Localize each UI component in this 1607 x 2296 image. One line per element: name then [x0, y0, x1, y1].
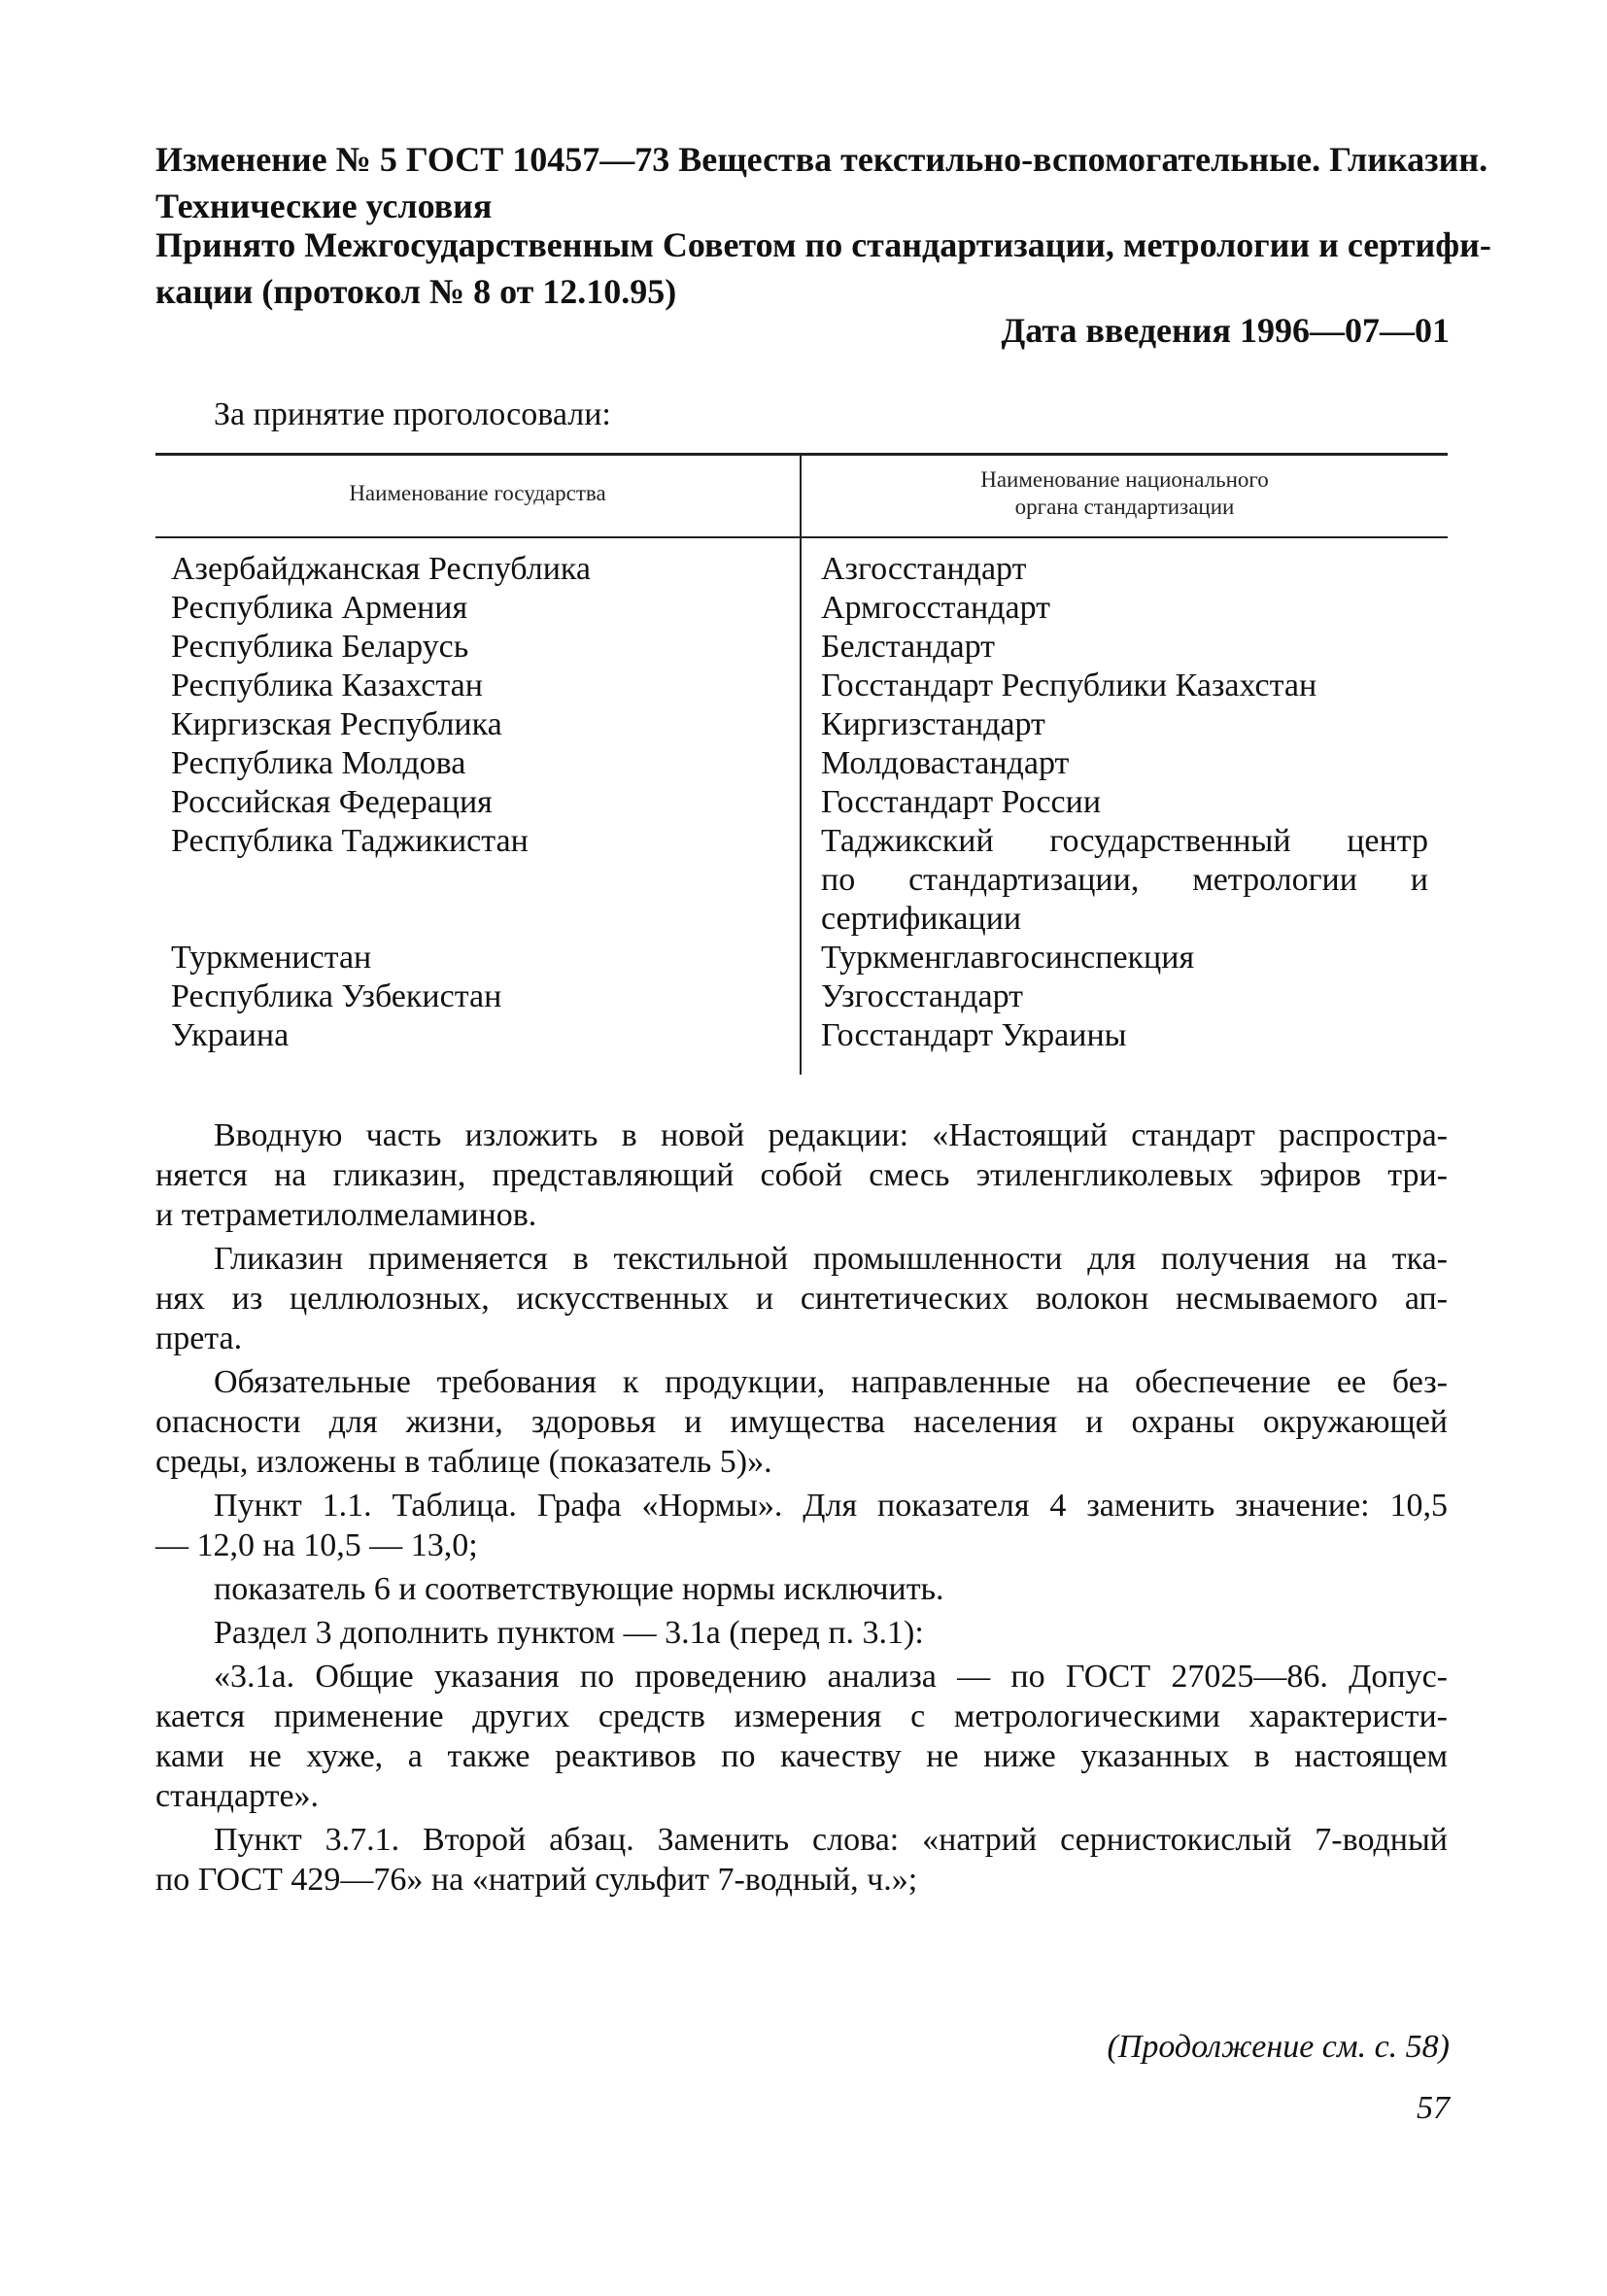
standards-body-cell — [800, 744, 1448, 783]
standards-body-cell — [800, 589, 1448, 628]
table-header-body-line: органа стандартизации — [1014, 495, 1235, 519]
state-name-cell: Азербайджанская Республика — [171, 551, 592, 587]
standards-body-line: Госстандарт России — [821, 784, 1102, 820]
state-name-cell: Республика Беларусь — [171, 629, 469, 665]
paragraph-line: Раздел 3 дополнить пунктом — 3.1а (перед п. 3.1): — [214, 1615, 924, 1651]
standards-body-cell — [800, 1016, 1448, 1055]
paragraph — [155, 1820, 1448, 1900]
standards-body-line: сертификации — [821, 901, 1022, 937]
standards-body-line: Белстандарт — [821, 629, 996, 665]
table-row — [155, 939, 1448, 977]
table-row — [155, 977, 1448, 1016]
paragraph — [155, 1657, 1448, 1816]
state-name-cell: Республика Узбекистан — [171, 978, 502, 1014]
state-name-cell: Республика Казахстан — [171, 668, 483, 703]
amendment-title — [155, 136, 1488, 229]
state-name-cell: Киргизская Республика — [171, 706, 502, 742]
standards-body-cell — [800, 550, 1448, 589]
table-row — [155, 822, 1448, 939]
table-header-rule — [155, 536, 1448, 538]
paragraph — [155, 1239, 1448, 1358]
table-row — [155, 550, 1448, 589]
paragraph-line: стандарте». — [155, 1778, 320, 1814]
state-name-cell: Республика Армения — [171, 590, 468, 626]
table-row — [155, 744, 1448, 783]
standards-body-line: Таджикский государственный центр — [821, 823, 1428, 859]
standards-body-line: Молдовастандарт — [821, 745, 1070, 781]
paragraph-line: Вводную часть изложить в новой редакции: «Настоящий стандарт распростра- — [214, 1117, 1448, 1153]
paragraph-line: Пункт 1.1. Таблица. Графа «Нормы». Для показателя 4 заменить значение: 10,5 — [214, 1488, 1448, 1524]
standards-body-line: Госстандарт Украины — [821, 1017, 1127, 1053]
table-top-rule — [155, 453, 1448, 456]
page-number: 57 — [1417, 2090, 1450, 2126]
paragraph-line: опасности для жизни, здоровья и имущества населения и охраны окружающей — [155, 1404, 1448, 1440]
standards-body-line: Азгосстандарт — [821, 551, 1027, 587]
paragraph-line: по ГОСТ 429—76» на «натрий сульфит 7-водный, ч.»; — [155, 1862, 918, 1898]
paragraph-line: — 12,0 на 10,5 — 13,0; — [155, 1527, 478, 1563]
table-header-body-line: Наименование национального — [980, 467, 1269, 492]
state-name-cell: Туркменистан — [171, 940, 372, 976]
table-row — [155, 667, 1448, 705]
paragraph — [155, 1362, 1448, 1482]
standards-body-cell — [800, 977, 1448, 1016]
paragraph-line: Обязательные требования к продукции, направленные на обеспечение ее без- — [214, 1364, 1448, 1400]
paragraph-line: «3.1а. Общие указания по проведению анализа — по ГОСТ 27025—86. Допус- — [214, 1659, 1448, 1695]
continuation-note: (Продолжение см. с. 58) — [1107, 2029, 1450, 2065]
table-header-body — [802, 466, 1448, 521]
paragraph — [155, 1115, 1448, 1235]
paragraph-line: Пункт 3.7.1. Второй абзац. Заменить слова: «натрий сернистокислый 7-водный — [214, 1822, 1448, 1858]
introduction-date: Дата введения 1996—07—01 — [1001, 311, 1450, 350]
paragraph-line: прета. — [155, 1320, 243, 1356]
standards-body-cell — [800, 783, 1448, 822]
standards-body-line: Туркменглавгосинспекция — [821, 940, 1195, 976]
paragraph-line: ками не хуже, а также реактивов по качеству не ниже указанных в настоящем — [155, 1738, 1448, 1774]
standards-body-line: Киргизстандарт — [821, 706, 1045, 742]
paragraph-line: Гликазин применяется в текстильной промышленности для получения на тка- — [214, 1241, 1448, 1277]
table-row — [155, 705, 1448, 744]
voted-label: За принятие проголосовали: — [214, 396, 611, 432]
state-name-cell: Республика Таджикистан — [171, 823, 529, 859]
standards-body-cell — [800, 939, 1448, 977]
table-row — [155, 628, 1448, 667]
paragraph-line: показатель 6 и соответствующие нормы исключить. — [214, 1571, 944, 1607]
standards-body-cell — [800, 822, 1448, 939]
paragraph-line: среды, изложены в таблице (показатель 5)». — [155, 1444, 772, 1480]
table-header-state: Наименование государства — [349, 481, 606, 505]
paragraph — [155, 1486, 1448, 1565]
state-name-cell: Украина — [171, 1017, 290, 1053]
table-body — [155, 550, 1448, 1055]
paragraph — [155, 1569, 1448, 1609]
paragraph — [155, 1613, 1448, 1653]
adoption-line: Принято Межгосударственным Советом по стандартизации, метрологии и сертифи- — [155, 225, 1491, 264]
paragraph-line: кается применение других средств измерения с метрологическими характеристи- — [155, 1698, 1448, 1734]
state-name-cell: Российская Федерация — [171, 784, 493, 820]
table-row — [155, 783, 1448, 822]
standards-body-line: Госстандарт Республики Казахстан — [821, 668, 1317, 703]
table-row — [155, 1016, 1448, 1055]
amendment-text — [155, 1115, 1448, 1903]
paragraph-line: нях из целлюлозных, искусственных и синтетических волокон несмываемого ап- — [155, 1281, 1448, 1317]
paragraph-line: и тетраметилолмеламинов. — [155, 1197, 537, 1233]
state-name-cell: Республика Молдова — [171, 745, 466, 781]
title-line: Изменение № 5 ГОСТ 10457—73 Вещества текстильно-вспомогательные. Гликазин. — [155, 140, 1488, 179]
title-line: Технические условия — [155, 187, 493, 225]
adoption-line: кации (протокол № 8 от 12.10.95) — [155, 272, 677, 311]
standards-body-cell — [800, 628, 1448, 667]
standards-body-cell — [800, 667, 1448, 705]
standards-body-cell — [800, 705, 1448, 744]
table-row — [155, 589, 1448, 628]
standards-body-line: Узгосстандарт — [821, 978, 1024, 1014]
adoption-note — [155, 222, 1491, 315]
paragraph-line: няется на гликазин, представляющий собой смесь этиленгликолевых эфиров три- — [155, 1157, 1448, 1193]
standards-body-line: по стандартизации, метрологии и — [821, 862, 1428, 898]
standards-body-line: Армгосстандарт — [821, 590, 1051, 626]
